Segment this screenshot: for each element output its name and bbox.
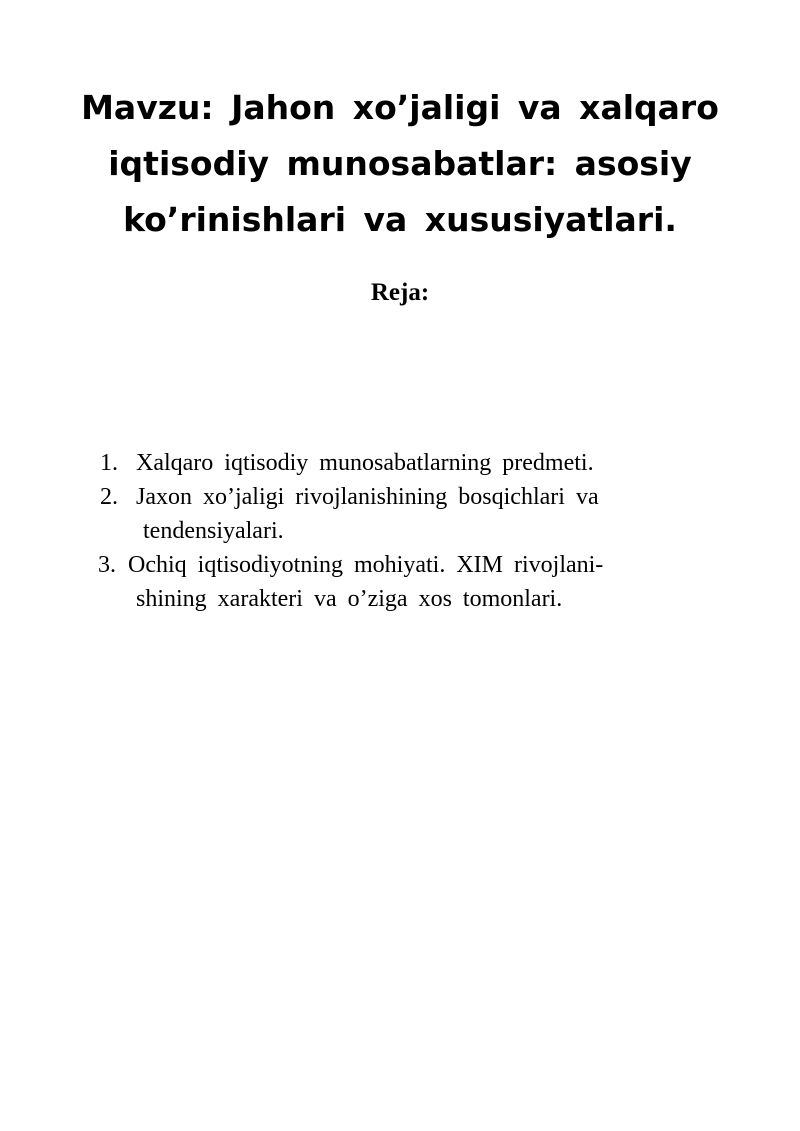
plan-item-number: 2. <box>100 484 118 510</box>
plan-item-number: 1. <box>100 450 118 476</box>
plan-item-2 <box>0 480 800 548</box>
plan-heading: Reja: <box>370 279 430 306</box>
plan-item-line <box>98 548 800 582</box>
title-line: ko’rinishlari va xususiyatlari. <box>123 200 677 239</box>
plan-item-text: Ochiq iqtisodiyotning mohiyati. XIM rivojlani- <box>128 552 604 578</box>
plan-item-3 <box>0 548 800 616</box>
title-line: iqtisodiy munosabatlar: asosiy <box>108 144 692 183</box>
plan-item-text: Jaxon xo’jaligi rivojlanishining bosqichlari va <box>136 484 599 510</box>
plan-item-line <box>100 446 800 480</box>
document-title <box>60 80 740 248</box>
plan-item-line: shining xarakteri va o’ziga xos tomonlari. <box>136 586 563 612</box>
plan-item-text: Xalqaro iqtisodiy munosabatlarning predmeti. <box>136 450 594 476</box>
plan-item-1 <box>0 446 800 480</box>
plan-item-line <box>100 480 800 514</box>
title-line: Mavzu: Jahon xo’jaligi va xalqaro <box>81 88 719 127</box>
plan-list <box>0 446 800 616</box>
plan-item-number: 3. <box>98 552 116 578</box>
plan-item-line: tendensiyalari. <box>143 518 284 544</box>
